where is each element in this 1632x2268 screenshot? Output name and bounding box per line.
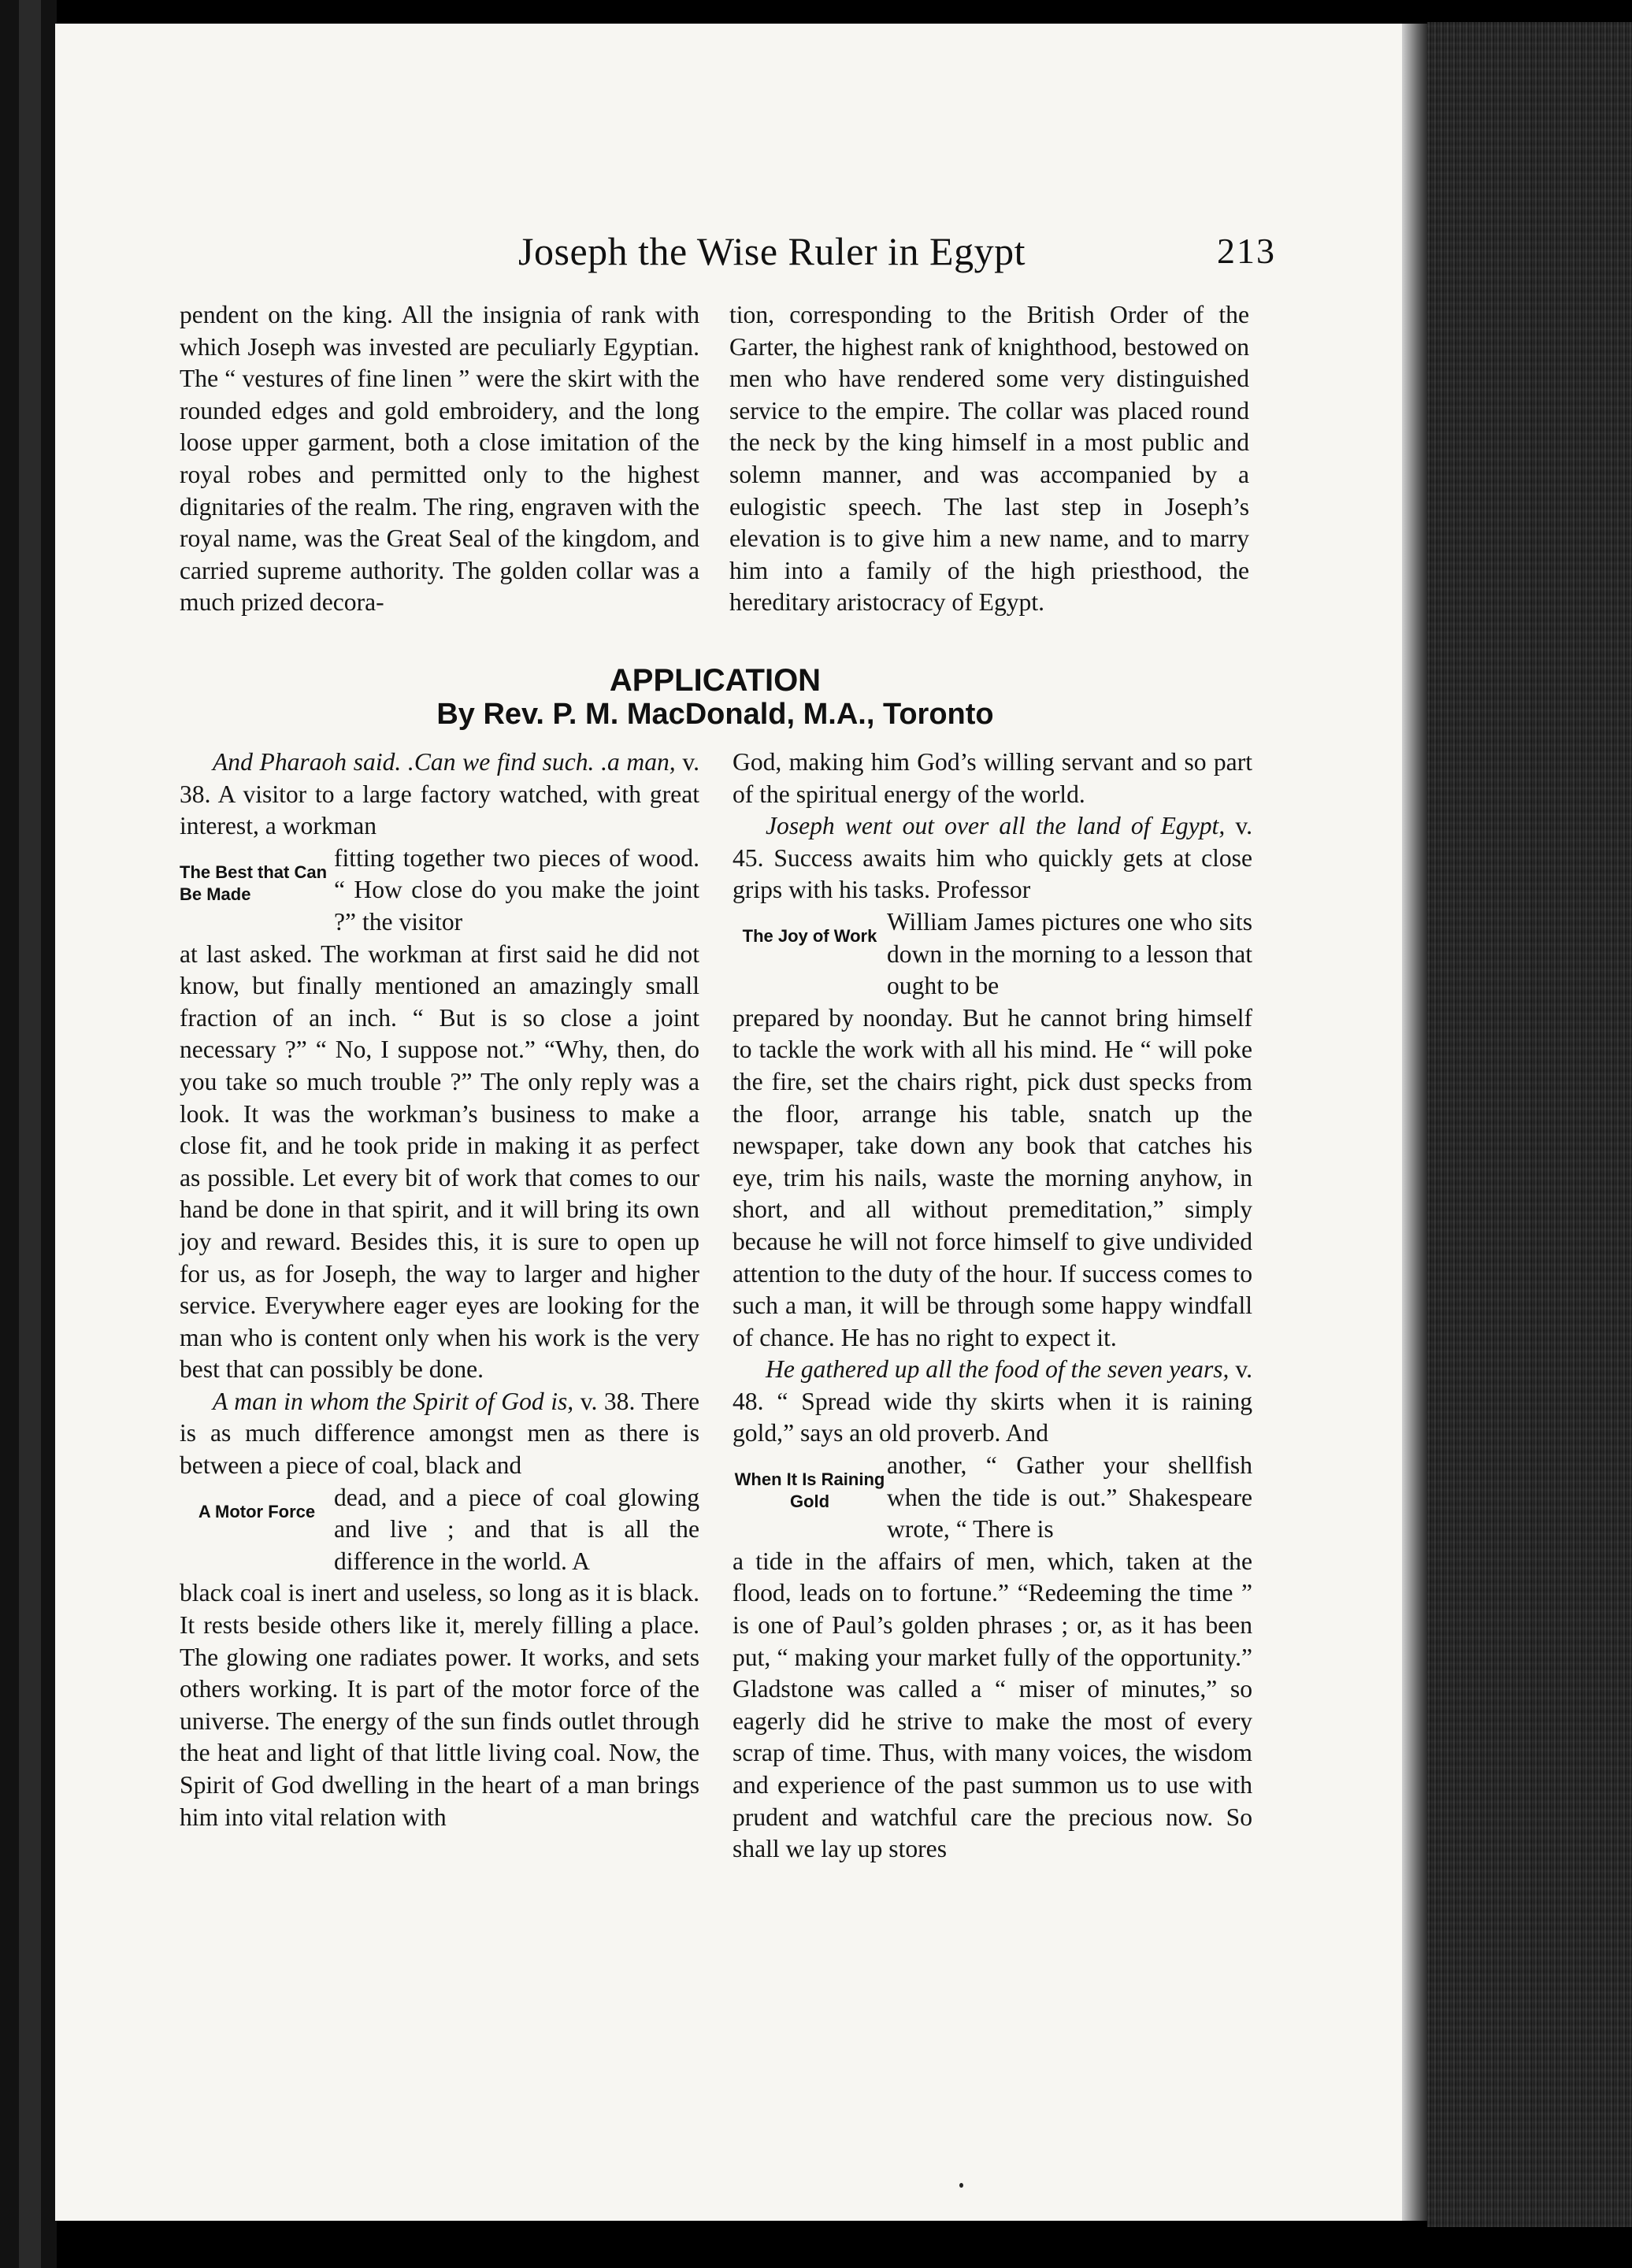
paragraph-text: at last asked. The workman at first said he did not know, but finally mentioned an amazingly small fraction of an inch. “ But is so close a joint necessary ?” “ No, I suppose not.” “Why, then, do you take so much trouble ?” The only reply was a look. It was the workman’s business to make a close fit, and he took pride in making it as perfect as possible. Let every bit of work that comes to our hand be done in that spirit, and it will bring its own joy and reward. Besides this, it is sure to open up for us, as for Joseph, the way to larger and higher service. Everywhere eager eyes are looking for the man who is content only when his work is the very best that can possibly be done.: [180, 939, 699, 1384]
paragraph-text: v. 48. “ Spread wide thy skirts when it is raining gold,” says an old proverb. And: [733, 1355, 1252, 1447]
sidenote-heading: The Best that Can Be Made: [180, 862, 328, 904]
top-left-column: [180, 299, 699, 619]
paragraph-text: v. 45. Success awaits him who quickly gets at close grips with his tasks. Professor: [733, 812, 1252, 904]
paragraph-text: fitting together two pieces of wood. “ How close do you make the joint ?” the visitor: [334, 843, 699, 936]
verse-reference: Joseph went out over all the land of Egypt,: [766, 812, 1226, 840]
sidenote-block: [180, 1482, 699, 1578]
top-right-column: [729, 299, 1249, 619]
sidenote-block: [180, 843, 699, 939]
paragraph-text: God, making him God’s willing servant and so part of the spiritual energy of the world.: [733, 748, 1252, 808]
paragraph: [733, 810, 1252, 906]
application-left-column: [180, 747, 699, 1833]
verse-reference: And Pharaoh said. .Can we find such. .a man,: [213, 748, 676, 776]
verse-reference: He gathered up all the food of the seven years,: [766, 1355, 1230, 1384]
byline: By Rev. P. M. MacDonald, M.A., Toronto: [436, 698, 994, 731]
paragraph: [180, 747, 699, 843]
page-number: 213: [1217, 231, 1276, 271]
top-right-text: tion, corresponding to the British Order of the Garter, the highest rank of knighthood, bestowed on men who have rendered some very distinguished service to the empire. The collar was placed round the neck by the king himself in a most public and solemn manner, and was accompanied by a eulogistic speech. The last step in Joseph’s elevation is to give him a new name, and to marry him into a family of the high priesthood, the hereditary aristocracy of Egypt.: [729, 301, 1249, 617]
paragraph: [733, 1354, 1252, 1450]
paragraph-text: black coal is inert and useless, so long as it is black. It rests beside others like it, merely filling a place. The glowing one radiates power. It works, and sets others working. It is part of the motor force of the universe. The energy of the sun finds outlet through the heat and light of that little living coal. Now, the Spirit of God dwelling in the heart of a man brings him into vital relation with: [180, 1579, 699, 1831]
book-left-edge: [0, 0, 57, 2268]
sidenote-block: [733, 1450, 1252, 1546]
book-page-edges: [1427, 22, 1632, 2227]
paragraph-text: v. 38. A visitor to a large factory watched, with great interest, a workman: [180, 748, 699, 840]
running-header: [378, 228, 1276, 291]
paragraph-text: a tide in the affairs of men, which, taken at the flood, leads on to fortune.” “Redeeming the time ” is one of Paul’s golden phrases ; or, as it has been put, “ making your market fully of the opportunity.” Gladstone was called a “ miser of minutes,” so eagerly did he strive to make the most of every scrap of time. Thus, with many voices, the wisdom and experience of the past summon us to use with prudent and watchful care the precious now. So shall we lay up stores: [733, 1547, 1252, 1863]
application-right-column: [733, 747, 1252, 1866]
verse-reference: A man in whom the Spirit of God is,: [213, 1387, 574, 1415]
page-gutter-shadow: [1402, 24, 1427, 2221]
paragraph: [180, 1386, 699, 1482]
sidenote-block: [733, 906, 1252, 1002]
sidenote-heading: A Motor Force: [198, 1501, 316, 1521]
sidenote-heading: The Joy of Work: [742, 925, 877, 946]
top-left-text: pendent on the king. All the insignia of rank with which Joseph was invested are peculiarly Egyptian. The “ vestures of fine linen ” were the skirt with the rounded edges and gold embroidery, and the long loose upper garment, both a close imitation of the royal robes and permitted only to the highest dignitaries of the realm. The ring, engraven with the royal name, was the Great Seal of the kingdom, and carried supreme authority. The golden collar was a much prized decora-: [180, 301, 699, 617]
paragraph-text: dead, and a piece of coal glowing and live ; and that is all the difference in the world. A: [334, 1483, 699, 1575]
paragraph-text: William James pictures one who sits down in the morning to a lesson that ought to be: [887, 907, 1252, 1000]
running-title: Joseph the Wise Ruler in Egypt: [518, 229, 1026, 273]
paragraph-text: prepared by noonday. But he cannot bring himself to tackle the work with all his mind. He “ will poke the fire, set the chairs right, pick dust specks from the floor, arrange his table, snatch up the newspaper, take down any book that catches his eye, trim his nails, waste the morning anyhow, in short, and all without premeditation,” simply because he will not force himself to give undivided attention to the duty of the hour. If success comes to such a man, it will be through some happy windfall of chance. He has no right to expect it.: [733, 1003, 1252, 1351]
sidenote-heading: When It Is Raining Gold: [734, 1469, 885, 1512]
paragraph-text: v. 38. There is as much difference amongst men as there is between a piece of coal, black and: [180, 1387, 699, 1480]
paragraph-text: another, “ Gather your shellfish when the tide is out.” Shakespeare wrote, “ There is: [887, 1451, 1252, 1544]
section-heading: APPLICATION: [609, 663, 822, 698]
print-speck: [959, 2183, 963, 2188]
